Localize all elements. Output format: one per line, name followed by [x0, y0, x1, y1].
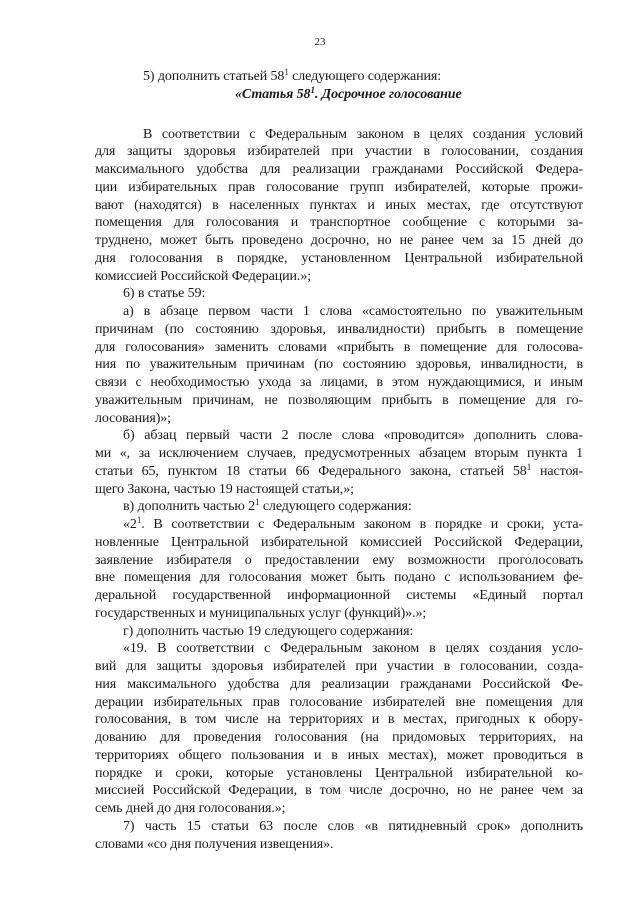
text-line: государственных и муниципальных услуг (функций)».»;	[95, 605, 427, 621]
text-line: вий для защиты здоровья избирателей при участии в голосовании, созда-	[95, 659, 583, 674]
text-line: дня голосования в порядке, установленном Центральной избирательной	[95, 250, 583, 266]
text-line: деральной государственной информационной системы «Единый портал	[95, 588, 583, 603]
item-6-heading: 6) в статье 59:	[123, 286, 206, 302]
text-line: ми «, за исключением случаев, предусмотренных абзацем вторым пункта 1	[95, 446, 583, 461]
text-line: миссией Российской Федерации, в том числе досрочно, но не ранее чем за	[95, 783, 583, 799]
text-line: вне помещения для голосования может быть подано с использованием фе-	[95, 570, 583, 586]
text-line: «$2^1$. В соответствии с Федеральным законом в порядке и сроки, уста-	[123, 515, 583, 532]
text-line: б) абзац первый части 2 после слова «проводится» дополнить слова-	[123, 428, 583, 444]
text-line: новленные Центральной избирательной комиссией Российской Федерации,	[95, 534, 583, 550]
text-line: семь дней до дня голосования.»;	[95, 801, 286, 816]
text-line: для голосования» заменить словами «прибыть в помещение для голосова-	[95, 339, 583, 355]
item-6a	[95, 303, 583, 427]
amendment-heading-5: 5) дополнить статьей $58^1$ следующего содержания:	[143, 67, 441, 84]
text-line: для защиты здоровья избирателей при участии в голосовании, создания	[95, 144, 583, 160]
text-line: комиссией Российской Федерации.»;	[95, 268, 312, 284]
text-line: лосования)»;	[95, 410, 171, 426]
text-line: дованию для проведения голосования (на придомовых территориях, на	[95, 730, 583, 745]
text-line: вают (находятся) в населенных пунктах и иных местах, где отсутствуют	[95, 197, 583, 213]
text-line: связи с необходимостью ухода за лицами, в этом нуждающимися, и иным	[95, 375, 583, 390]
text-line: порядке и сроки, которые установлены Центральной избирательной ко-	[95, 765, 583, 781]
text-line: голосования, в том числе на территориях и в местах, пригодных к обору-	[95, 712, 583, 728]
text-line: максимального удобства для реализации гражданами Российской Федера-	[95, 162, 583, 177]
text-line: причинам (по состоянию здоровья, инвалидности) прибыть в помещение	[95, 321, 583, 337]
document-body	[95, 68, 583, 853]
text-line: дерации избирательных прав голосование избирателей вне помещения для	[95, 694, 583, 710]
text-line: «19. В соответствии с Федеральным законом в целях создания усло-	[123, 641, 583, 657]
part-19	[95, 640, 583, 818]
item-7	[95, 818, 583, 854]
item-6g: г) дополнить частью 19 следующего содержания:	[123, 623, 414, 639]
item-6v: в) дополнить частью $2^1$ следующего содержания:	[123, 497, 412, 515]
part-2-1	[95, 516, 583, 623]
text-line: ции избирательных прав голосование групп избирателей, которые прожи-	[95, 179, 583, 195]
text-line: а) в абзаце первом части 1 слова «самостоятельно по уважительным	[123, 304, 583, 319]
text-line: уважительным причинам, не позволяющим прибыть в помещение для го-	[95, 392, 583, 408]
text-line: щего Закона, частью 19 настоящей статьи,»;	[95, 481, 354, 497]
text-line: заявление избирателя о предоставлении ему возможности проголосовать	[95, 552, 583, 568]
text-line: помещения для голосования и транспортное сообщение с которыми за-	[95, 215, 583, 231]
item-6b	[95, 427, 583, 498]
text-line: труднено, может быть проведено досрочно, но не ранее чем за 15 дней до	[95, 233, 583, 248]
text-line: ния максимального удобства для реализации гражданами Российской Фе-	[95, 676, 583, 692]
article-58-1-title: «Статья $58^1$. Досрочное голосование	[235, 84, 462, 102]
text-line: статьи 65, пунктом 18 статьи 66 Федерального закона, статьей $58^1$ настоя-	[95, 461, 584, 479]
text-line: территориях общего пользования и в иных местах), может проводиться в	[95, 747, 583, 763]
text-line: В соответствии с Федеральным законом в целях создания условий	[143, 126, 583, 142]
page-number: 23	[314, 36, 326, 48]
paragraph-early-voting	[95, 126, 583, 286]
text-line: ния по уважительным причинам (по состоянию здоровья, инвалидности, в	[95, 357, 583, 373]
text-line: 7) часть 15 статьи 63 после слов «в пятидневный срок» дополнить	[123, 818, 583, 834]
text-line: словами «со дня получения извещения».	[95, 836, 334, 852]
